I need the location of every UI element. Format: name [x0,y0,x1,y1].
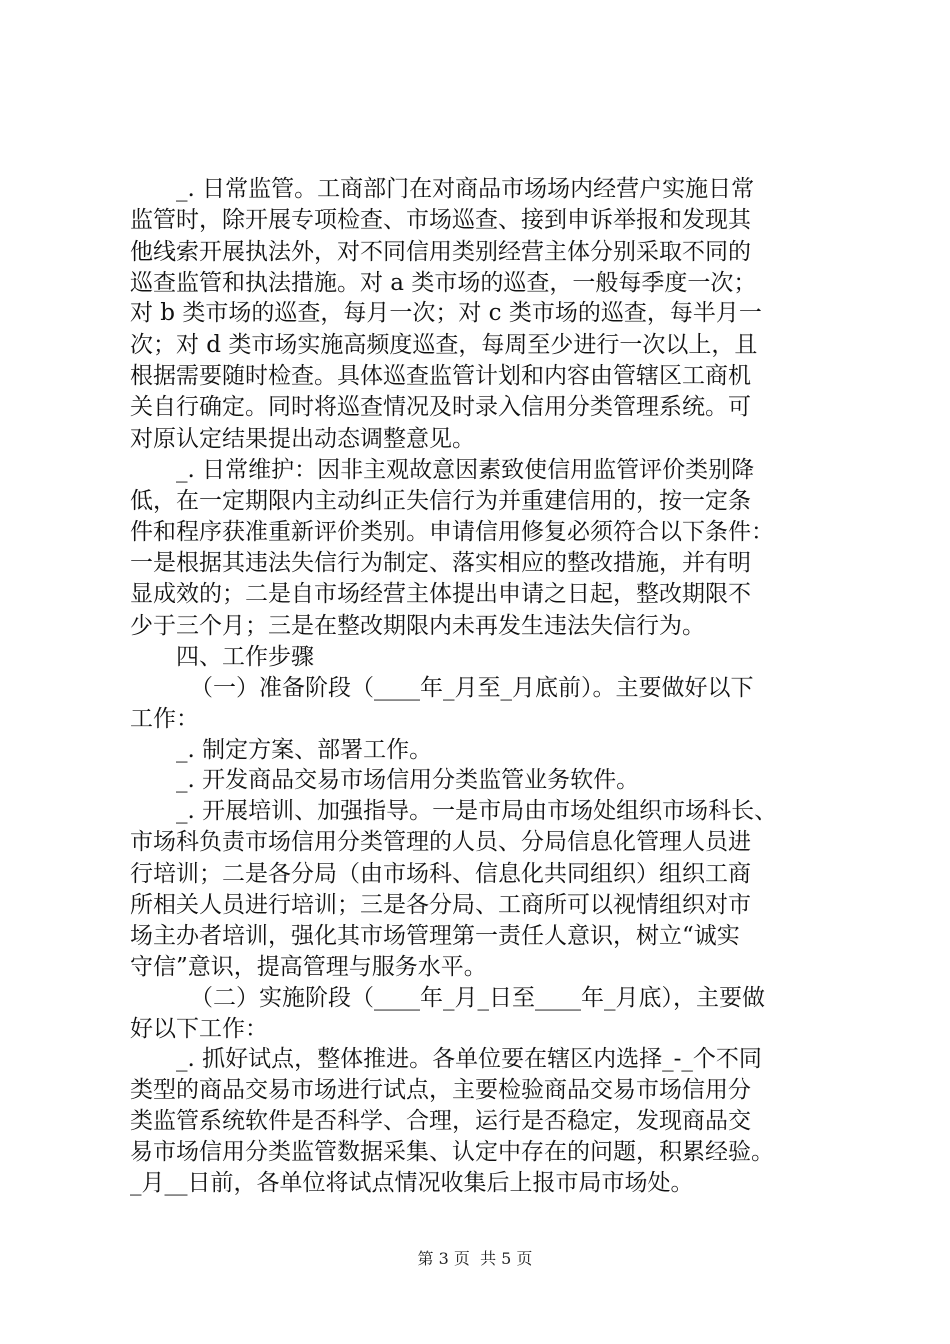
text-line: 市场科负责市场信用分类管理的人员、分局信息化管理人员进 [130,829,751,855]
text-line: 巡查监管和执法措施。对 a 类市场的巡查，一般每季度一次； [130,270,757,296]
text-line: 类型的商品交易市场进行试点，主要检验商品交易市场信用分 [130,1077,751,1103]
text-line: 行培训；二是各分局（由市场科、信息化共同组织）组织工商 [130,861,751,887]
text-line: _. 开展培训、加强指导。一是市局由市场处组织市场科长、 [176,798,778,824]
text-line: _. 日常监管。工商部门在对商品市场场内经营户实施日常 [176,176,755,202]
text-line: 监管时，除开展专项检查、市场巡查、接到申诉举报和发现其 [130,207,751,233]
text-line: 类监管系统软件是否科学、合理，运行是否稳定，发现商品交 [130,1108,751,1134]
text-line: 根据需要随时检查。具体巡查监管计划和内容由管辖区工商机 [130,363,751,389]
text-line: 一是根据其违法失信行为制定、落实相应的整改措施，并有明 [130,550,751,576]
text-line: 四、工作步骤 [176,644,314,670]
text-line: _. 抓好试点，整体推进。各单位要在辖区内选择_-_个不同 [176,1046,762,1072]
text-line: 工作： [130,706,199,732]
text-line: 关自行确定。同时将巡查情况及时录入信用分类管理系统。可 [130,394,751,420]
text-line: 场主办者培训，强化其市场管理第一责任人意识，树立“诚实 [130,923,740,949]
text-line: 少于三个月；三是在整改期限内未再发生违法失信行为。 [130,613,705,639]
text-line: （二）实施阶段（____年_月_日至____年_月底），主要做 [190,985,765,1011]
text-line: 好以下工作： [130,1016,268,1042]
text-line: 守信”意识，提高管理与服务水平。 [130,954,487,980]
text-line: 所相关人员进行培训；三是各分局、工商所可以视情组织对市 [130,892,751,918]
text-line: 易市场信用分类监管数据采集、认定中存在的问题，积累经验。 [130,1139,774,1165]
text-line: 对 b 类市场的巡查，每月一次；对 c 类市场的巡查，每半月一 [130,300,762,326]
text-line: _月__日前，各单位将试点情况收集后上报市局市场处。 [130,1170,694,1196]
text-line: 件和程序获准重新评价类别。申请信用修复必须符合以下条件： [130,519,774,545]
text-line: （一）准备阶段（____年_月至_月底前）。主要做好以下 [190,675,754,701]
text-line: _. 日常维护：因非主观故意因素致使信用监管评价类别降 [176,457,755,483]
text-line: 他线索开展执法外，对不同信用类别经营主体分别采取不同的 [130,239,751,265]
text-line: 对原认定结果提出动态调整意见。 [130,426,475,452]
text-line: _. 制定方案、部署工作。 [176,737,433,763]
text-line: 次；对 d 类市场实施高频度巡查，每周至少进行一次以上，且 [130,332,758,358]
page-indicator: 第 3 页 共 5 页 [417,1249,533,1268]
text-line: _. 开发商品交易市场信用分类监管业务软件。 [176,767,640,793]
text-line: 显成效的；二是自市场经营主体提出申请之日起，整改期限不 [130,581,751,607]
text-line: 低，在一定期限内主动纠正失信行为并重建信用的，按一定条 [130,488,751,514]
